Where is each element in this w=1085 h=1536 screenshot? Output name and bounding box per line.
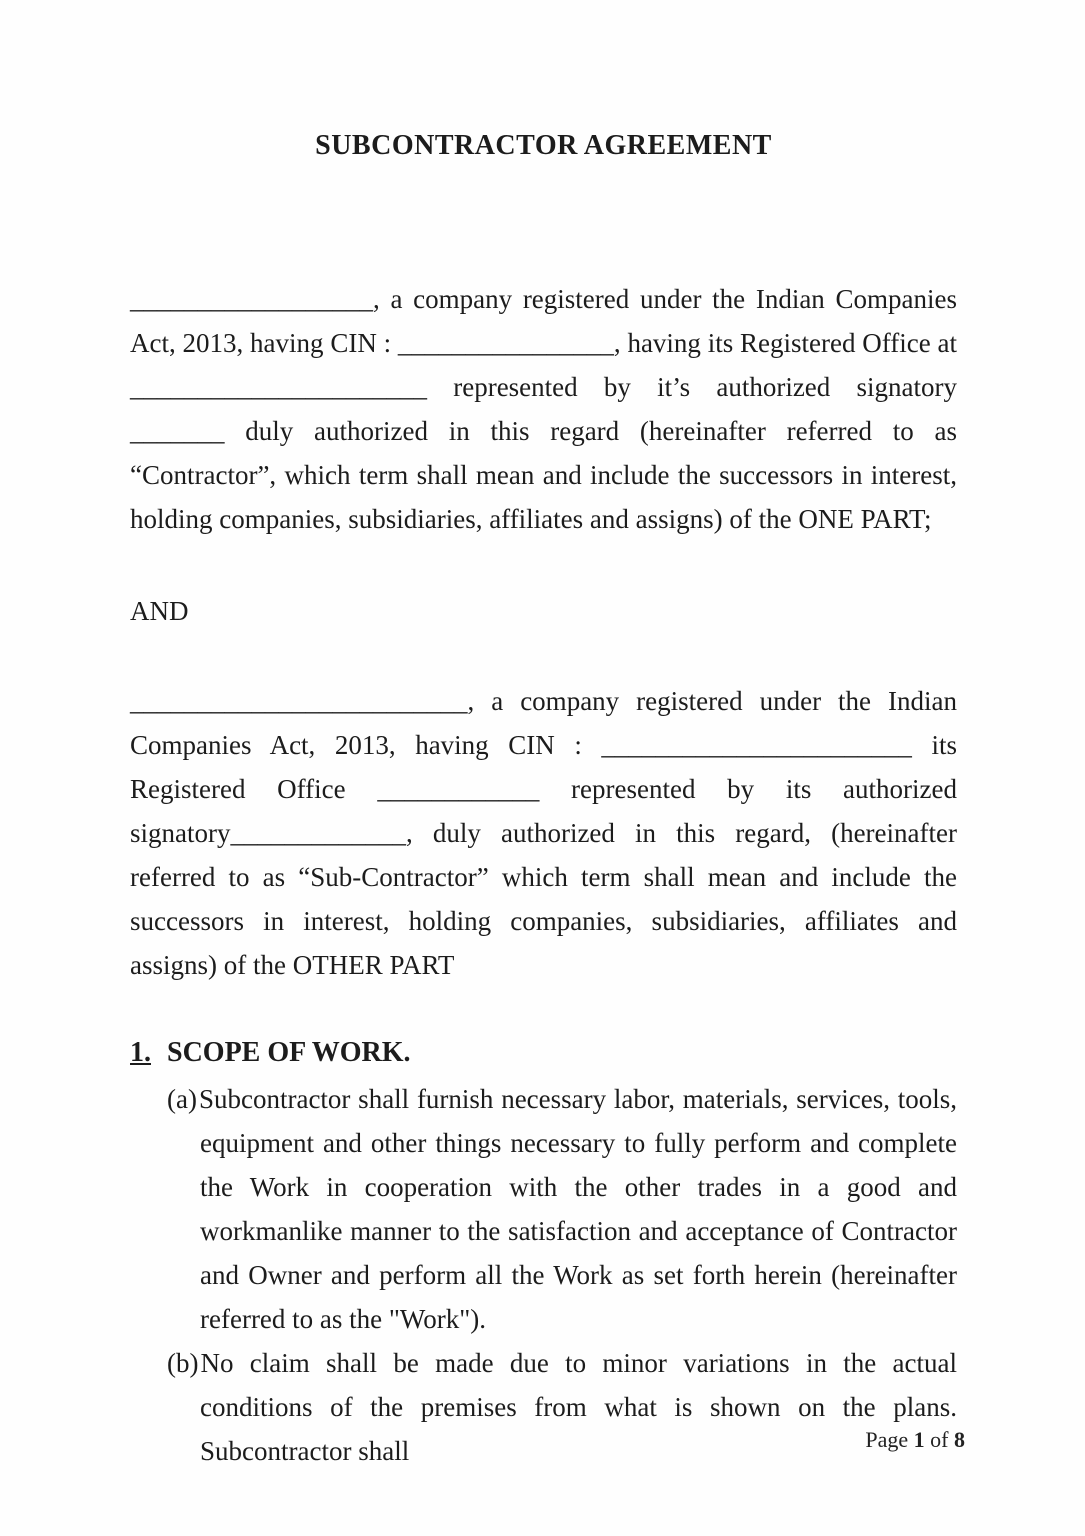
footer-of-label: of	[930, 1427, 949, 1452]
document-title: SUBCONTRACTOR AGREEMENT	[315, 130, 772, 161]
footer-page-number: 1	[913, 1427, 925, 1452]
section-title: SCOPE OF WORK.	[167, 1037, 411, 1068]
list-item-marker: (b)	[167, 1348, 199, 1378]
section-number: 1.	[130, 1037, 151, 1068]
footer-label: Page	[865, 1427, 909, 1452]
list-item	[130, 1077, 957, 1341]
subcontractor-party-paragraph: _________________________, a company registered under the Indian Companies Act, 2013, having CIN : _______________________ its Registered Office ____________ represented by its authorized signatory_____________, duly authorized in this regard, (hereinafter referred to as “Sub-Contractor” which term shall mean and include the successors in interest, holding companies, subsidiaries, affiliates and assigns) of the OTHER PART	[130, 686, 957, 980]
page-footer	[865, 1428, 965, 1452]
list-item	[130, 1341, 957, 1473]
scope-of-work-list	[130, 1077, 957, 1473]
footer-page-total: 8	[954, 1427, 965, 1452]
list-item-text: Subcontractor shall furnish necessary labor, materials, services, tools, equipment and other things necessary to fully perform and complete the Work in cooperation with the other trades in a good and workmanlike manner to the satisfaction and acceptance of Contractor and Owner and perform all the Work as set forth herein (hereinafter referred to as the "Work").	[198, 1084, 957, 1334]
list-item-text: No claim shall be made due to minor variations in the actual conditions of the premises from what is shown on the plans. Subcontractor shall	[200, 1348, 957, 1466]
list-item-marker: (a)	[167, 1084, 197, 1114]
section-heading	[130, 1031, 957, 1075]
conjunction-text: AND	[130, 596, 189, 626]
contractor-party-paragraph: __________________, a company registered under the Indian Companies Act, 2013, having CIN : ________________, having its Registered Office at ______________________ represented by it’s authorized signatory _______ duly authorized in this regard (hereinafter referred to as “Contractor”, which term shall mean and include the successors in interest, holding companies, subsidiaries, affiliates and assigns) of the ONE PART;	[130, 284, 957, 534]
